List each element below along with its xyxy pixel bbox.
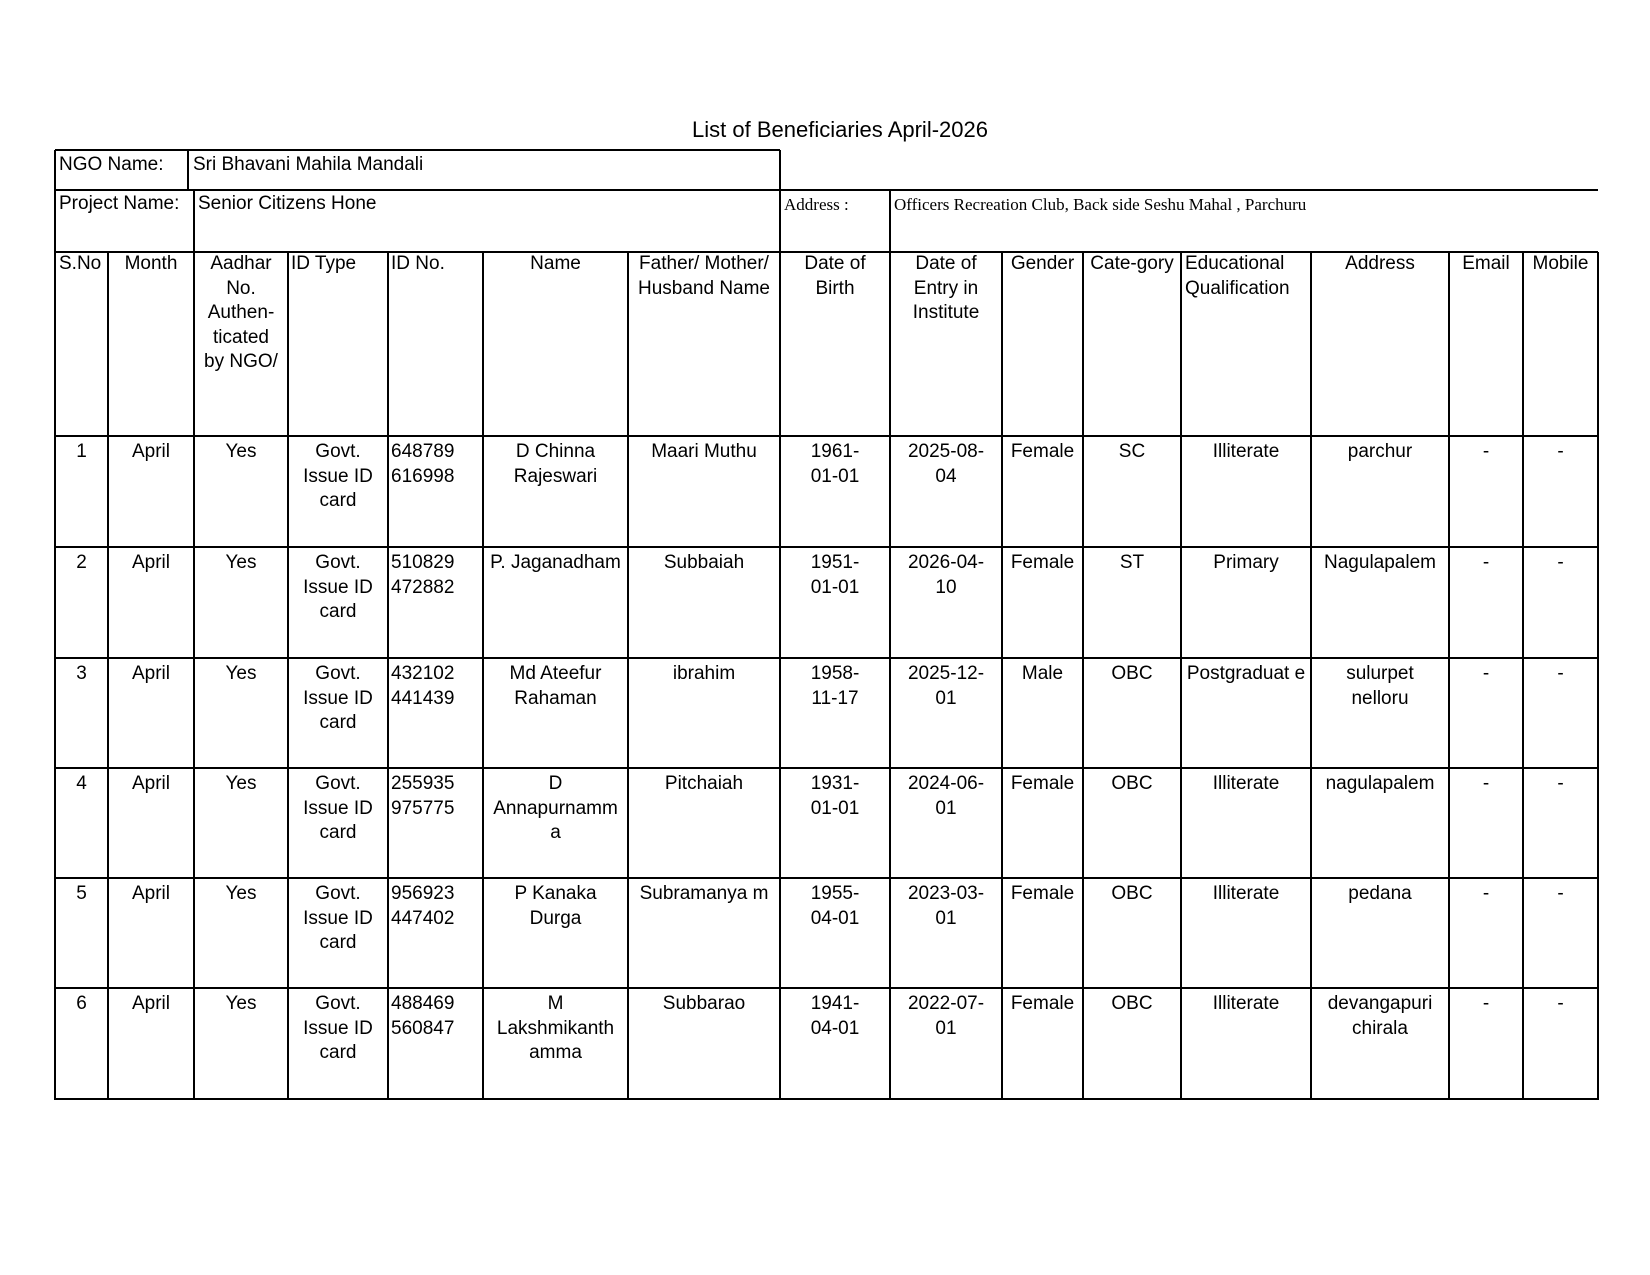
cell-education: Illiterate bbox=[1212, 883, 1280, 904]
col-header-mobile: Mobile bbox=[1532, 253, 1589, 274]
cell-aadhar-authenticated: Yes bbox=[225, 773, 257, 794]
cell-education: Postgraduat e bbox=[1186, 663, 1306, 684]
cell-month: April bbox=[131, 441, 170, 462]
cell-id-type: Govt. Issue ID card bbox=[303, 552, 373, 622]
ngo-name-label: NGO Name: bbox=[59, 154, 164, 175]
cell-email: - bbox=[1482, 441, 1490, 462]
cell-month: April bbox=[131, 773, 170, 794]
cell-name: D Annapurnamm a bbox=[493, 773, 618, 843]
cell-dob: 1955- 04-01 bbox=[810, 883, 860, 929]
cell-education: Illiterate bbox=[1212, 773, 1280, 794]
cell-education: Illiterate bbox=[1212, 441, 1280, 462]
cell-month: April bbox=[131, 552, 170, 573]
col-header-guardian-name: Father/ Mother/ Husband Name bbox=[637, 253, 771, 299]
cell-entry-date: 2024-06- 01 bbox=[907, 773, 985, 819]
col-header-sno: S.No bbox=[59, 253, 102, 274]
cell-guardian-name: Subbaiah bbox=[663, 552, 745, 573]
cell-gender: Female bbox=[1010, 552, 1075, 573]
cell-name: P. Jaganadham bbox=[490, 552, 621, 573]
cell-email: - bbox=[1482, 552, 1490, 573]
cell-education: Illiterate bbox=[1212, 993, 1280, 1014]
col-header-dob: Date of Birth bbox=[804, 253, 866, 299]
page-title: List of Beneficiaries April-2026 bbox=[692, 117, 988, 142]
cell-gender: Female bbox=[1010, 773, 1075, 794]
cell-dob: 1941- 04-01 bbox=[810, 993, 860, 1039]
cell-address: nagulapalem bbox=[1325, 773, 1435, 794]
cell-email: - bbox=[1482, 883, 1490, 904]
cell-category: OBC bbox=[1111, 773, 1153, 794]
cell-id-type: Govt. Issue ID card bbox=[303, 773, 373, 843]
cell-mobile: - bbox=[1557, 663, 1564, 684]
col-header-address: Address bbox=[1345, 253, 1415, 274]
cell-name: P Kanaka Durga bbox=[514, 883, 597, 929]
cell-name: M Lakshmikanth amma bbox=[496, 993, 615, 1063]
col-header-gender: Gender bbox=[1010, 253, 1075, 274]
cell-sno: 6 bbox=[76, 993, 87, 1014]
cell-aadhar-authenticated: Yes bbox=[225, 552, 257, 573]
col-header-entry-date: Date of Entry in Institute bbox=[912, 253, 980, 323]
cell-category: ST bbox=[1119, 552, 1145, 573]
cell-id-no: 648789 616998 bbox=[391, 441, 455, 487]
cell-email: - bbox=[1482, 773, 1490, 794]
cell-entry-date: 2025-12- 01 bbox=[907, 663, 985, 709]
col-header-name: Name bbox=[530, 253, 581, 274]
cell-id-type: Govt. Issue ID card bbox=[303, 883, 373, 953]
cell-mobile: - bbox=[1557, 441, 1564, 462]
cell-education: Primary bbox=[1213, 552, 1279, 573]
cell-category: OBC bbox=[1111, 663, 1153, 684]
col-header-id-type: ID Type bbox=[291, 253, 357, 274]
col-header-email: Email bbox=[1462, 253, 1510, 274]
cell-category: OBC bbox=[1111, 993, 1153, 1014]
cell-gender: Female bbox=[1010, 883, 1075, 904]
cell-mobile: - bbox=[1557, 552, 1564, 573]
cell-sno: 4 bbox=[76, 773, 87, 794]
cell-id-no: 432102 441439 bbox=[391, 663, 455, 709]
address-value: Officers Recreation Club, Back side Seshu Mahal , Parchuru bbox=[894, 195, 1307, 214]
col-header-aadhar: Aadhar No. Authen- ticated by NGO/ bbox=[204, 253, 278, 372]
cell-mobile: - bbox=[1557, 773, 1564, 794]
cell-id-no: 510829 472882 bbox=[391, 552, 455, 598]
cell-id-no: 956923 447402 bbox=[391, 883, 455, 929]
cell-guardian-name: Pitchaiah bbox=[664, 773, 744, 794]
cell-dob: 1951- 01-01 bbox=[810, 552, 860, 598]
col-header-id-no: ID No. bbox=[391, 253, 445, 274]
cell-entry-date: 2023-03- 01 bbox=[907, 883, 985, 929]
cell-entry-date: 2022-07- 01 bbox=[907, 993, 985, 1039]
project-name-label: Project Name: bbox=[59, 193, 180, 214]
cell-sno: 1 bbox=[76, 441, 87, 462]
cell-address: pedana bbox=[1348, 883, 1412, 904]
cell-name: Md Ateefur Rahaman bbox=[509, 663, 602, 709]
cell-aadhar-authenticated: Yes bbox=[225, 993, 257, 1014]
cell-guardian-name: Subramanya m bbox=[639, 883, 769, 904]
cell-sno: 5 bbox=[76, 883, 87, 904]
cell-guardian-name: Subbarao bbox=[662, 993, 746, 1014]
col-header-category: Cate-gory bbox=[1090, 253, 1174, 274]
cell-email: - bbox=[1482, 663, 1490, 684]
cell-month: April bbox=[131, 993, 170, 1014]
cell-dob: 1961- 01-01 bbox=[810, 441, 860, 487]
cell-guardian-name: Maari Muthu bbox=[651, 441, 757, 462]
cell-aadhar-authenticated: Yes bbox=[225, 441, 257, 462]
cell-month: April bbox=[131, 883, 170, 904]
cell-id-type: Govt. Issue ID card bbox=[303, 441, 373, 511]
cell-gender: Male bbox=[1021, 663, 1064, 684]
cell-aadhar-authenticated: Yes bbox=[225, 883, 257, 904]
cell-mobile: - bbox=[1557, 993, 1564, 1014]
ngo-name-value: Sri Bhavani Mahila Mandali bbox=[193, 154, 424, 175]
col-header-education: Educational Qualification bbox=[1185, 253, 1290, 299]
cell-dob: 1931- 01-01 bbox=[810, 773, 860, 819]
cell-entry-date: 2026-04- 10 bbox=[907, 552, 985, 598]
cell-id-type: Govt. Issue ID card bbox=[303, 663, 373, 733]
cell-dob: 1958- 11-17 bbox=[810, 663, 860, 709]
cell-month: April bbox=[131, 663, 170, 684]
cell-name: D Chinna Rajeswari bbox=[513, 441, 598, 487]
cell-sno: 3 bbox=[76, 663, 87, 684]
cell-address: Nagulapalem bbox=[1324, 552, 1436, 573]
cell-sno: 2 bbox=[76, 552, 87, 573]
cell-aadhar-authenticated: Yes bbox=[225, 663, 257, 684]
cell-gender: Female bbox=[1010, 441, 1075, 462]
cell-email: - bbox=[1482, 993, 1490, 1014]
cell-address: devangapuri chirala bbox=[1327, 993, 1433, 1039]
cell-guardian-name: ibrahim bbox=[672, 663, 736, 684]
col-header-month: Month bbox=[124, 253, 178, 274]
cell-address: parchur bbox=[1347, 441, 1413, 462]
cell-id-no: 488469 560847 bbox=[391, 993, 455, 1039]
cell-id-no: 255935 975775 bbox=[391, 773, 455, 819]
cell-category: OBC bbox=[1111, 883, 1153, 904]
project-name-value: Senior Citizens Hone bbox=[198, 193, 377, 214]
cell-address: sulurpet nelloru bbox=[1346, 663, 1414, 709]
address-label: Address : bbox=[784, 195, 849, 214]
cell-id-type: Govt. Issue ID card bbox=[303, 993, 373, 1063]
cell-gender: Female bbox=[1010, 993, 1075, 1014]
cell-mobile: - bbox=[1557, 883, 1564, 904]
cell-entry-date: 2025-08- 04 bbox=[907, 441, 985, 487]
cell-category: SC bbox=[1118, 441, 1146, 462]
